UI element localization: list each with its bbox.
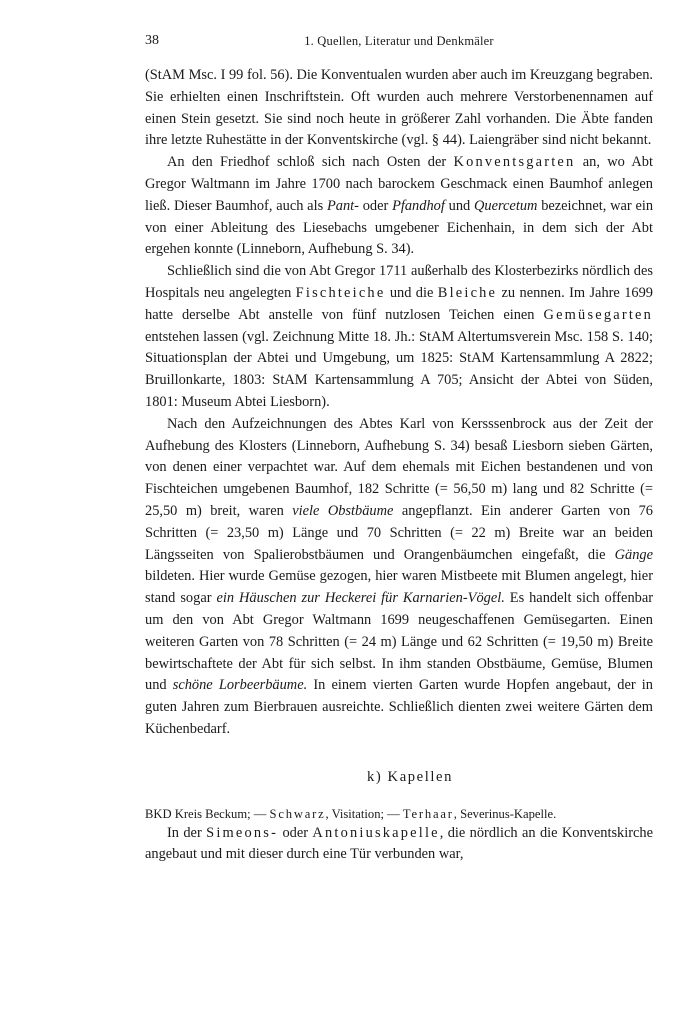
paragraph-2 — [145, 152, 653, 261]
section-heading: k) Kapellen — [366, 768, 454, 785]
body-text — [145, 65, 653, 866]
text-span: Schließlich sind die von Abt Gregor 1711 außerhalb des Klosterbezirks nördlich des Hospitals neu angelegten — [145, 263, 653, 301]
spaced-term: Antoniuskapelle — [312, 824, 440, 841]
text-span: , Severinus-Kapelle. — [453, 806, 557, 821]
text-span: Es handelt sich offenbar um den von Abt Gregor Waltmann 1699 neugeschaffenen Gemüsegarten. Einen weiteren Garten von 78 Schritten (= 24 m) Länge und 62 Schritten (= 19,50 m) Breite bewirtschaftete der Abt für sich selbst. In ihm standen Obstbäume, Gemüse, Blumen und — [145, 590, 654, 694]
spaced-term: Simeons- — [206, 824, 279, 841]
spaced-term: Terhaar — [402, 806, 454, 821]
text-span: , die nördlich an die Konventskirche angebaut und mit dieser durch eine Tür verbunden war, — [145, 824, 654, 863]
text-span: bildeten. Hier wurde Gemüse gezogen, hier waren Mistbeete mit Blumen angelegt, hier stand sogar — [145, 568, 653, 607]
text-span: und — [444, 197, 474, 214]
paragraph-1 — [145, 65, 653, 152]
paragraph-5 — [145, 823, 653, 867]
text-span: , Visitation; — — [325, 806, 403, 821]
spaced-term: Schwarz — [269, 806, 326, 821]
page-number: 38 — [145, 33, 159, 48]
italic-term: Quercetum — [474, 197, 538, 214]
text-span: An den Friedhof schloß sich nach Osten der — [167, 154, 454, 171]
italic-term: Pfandhof — [392, 197, 445, 214]
spaced-term: Bleiche — [437, 284, 498, 301]
text-span: In einem vierten Garten wurde Hopfen angebaut, der in guten Jahren zum Bierbrauen ausreichte. Schließlich dienten zwei weitere Gärten dem Küchenbedarf. — [145, 677, 653, 737]
text-span: BKD Kreis Beckum; — — [145, 806, 270, 821]
page-header — [145, 33, 653, 55]
text-span: In der — [167, 824, 207, 841]
spaced-term: Gemüsegarten — [543, 306, 653, 323]
text-span: Nach den Aufzeichnungen des Abtes Karl von Kersssenbrock aus der Zeit der Aufhebung des Klosters (Linneborn, Aufhebung S. 34) besaß Liesborn sieben Gärten, von denen einer verpachtet war. Auf dem ehemals mit Eichen bestandenen und von Fischteichen umgebenen Baumhof, 182 Schritte (= 56,50 m) lang und 82 Schritte (= 25,50 m) breit, waren — [145, 415, 653, 519]
italic-term: ein Häuschen zur Heckerei für Karnarien-Vögel. — [216, 590, 505, 607]
paragraph-4 — [145, 414, 653, 741]
text-span: (StAM Msc. I 99 fol. 56). Die Konventualen wurden aber auch im Kreuzgang begraben. Sie erhielten einen Inschriftstein. Oft wurden auch mehrere Verstorbenennamen auf einen Stein gesetzt. Sie sind noch heute in größerer Zahl vorhanden. Die Äbte fanden ihre letzte Ruhestätte in der Konventskirche (vgl. § 44). Laiengräber sind nicht bekannt. — [145, 67, 653, 149]
text-span: und die — [385, 284, 438, 301]
text-span: oder — [358, 197, 393, 214]
italic-term: schöne Lorbeerbäume. — [172, 677, 308, 694]
text-span: an, wo Abt Gregor Waltmann im Jahre 1700 nach barockem Geschmack einen Baumhof anlegen ließ. Dieser Baumhof, auch als — [145, 154, 653, 214]
running-head: 1. Quellen, Literatur und Denkmäler — [304, 34, 494, 48]
text-span: bezeichnet, war ein von einer Ableitung des Liesebachs umgebener Eichenhain, in dem sich der Abt ergehen konnte (Linneborn, Aufhebung S. 34). — [145, 197, 654, 258]
bibliography-line — [145, 805, 653, 823]
document-page — [145, 33, 653, 866]
text-span: oder — [278, 824, 313, 841]
text-span: zu nennen. Im Jahre 1699 hatte derselbe Abt anstelle von fünf nutzlosen Teichen einen — [145, 284, 653, 323]
text-span: angepflanzt. Ein anderer Garten von 76 Schritten (= 23,50 m) Länge und 70 Schritten (= 22 m) Breite war an beiden Längsseiten von Spalierobstbäumen und Orangenbäumchen eingefaßt, die — [145, 502, 653, 563]
italic-term: Pant- — [326, 197, 359, 214]
paragraph-3 — [145, 261, 653, 414]
italic-term: Gänge — [614, 546, 653, 563]
text-span: entstehen lassen (vgl. Zeichnung Mitte 18. Jh.: StAM Altertumsverein Msc. 158 S. 140; Situationsplan der Abtei und Umgebung, um 1825: StAM Kartensammlung A 2822; Bruillonkarte, 1803: StAM Kartensammlung A 705; Ansicht der Abtei von Süden, 1801: Museum Abtei Liesborn). — [145, 328, 653, 410]
italic-term: viele Obstbäume — [292, 502, 394, 519]
spaced-term: Fischteiche — [295, 284, 386, 301]
spaced-term: Konventsgarten — [453, 154, 576, 171]
